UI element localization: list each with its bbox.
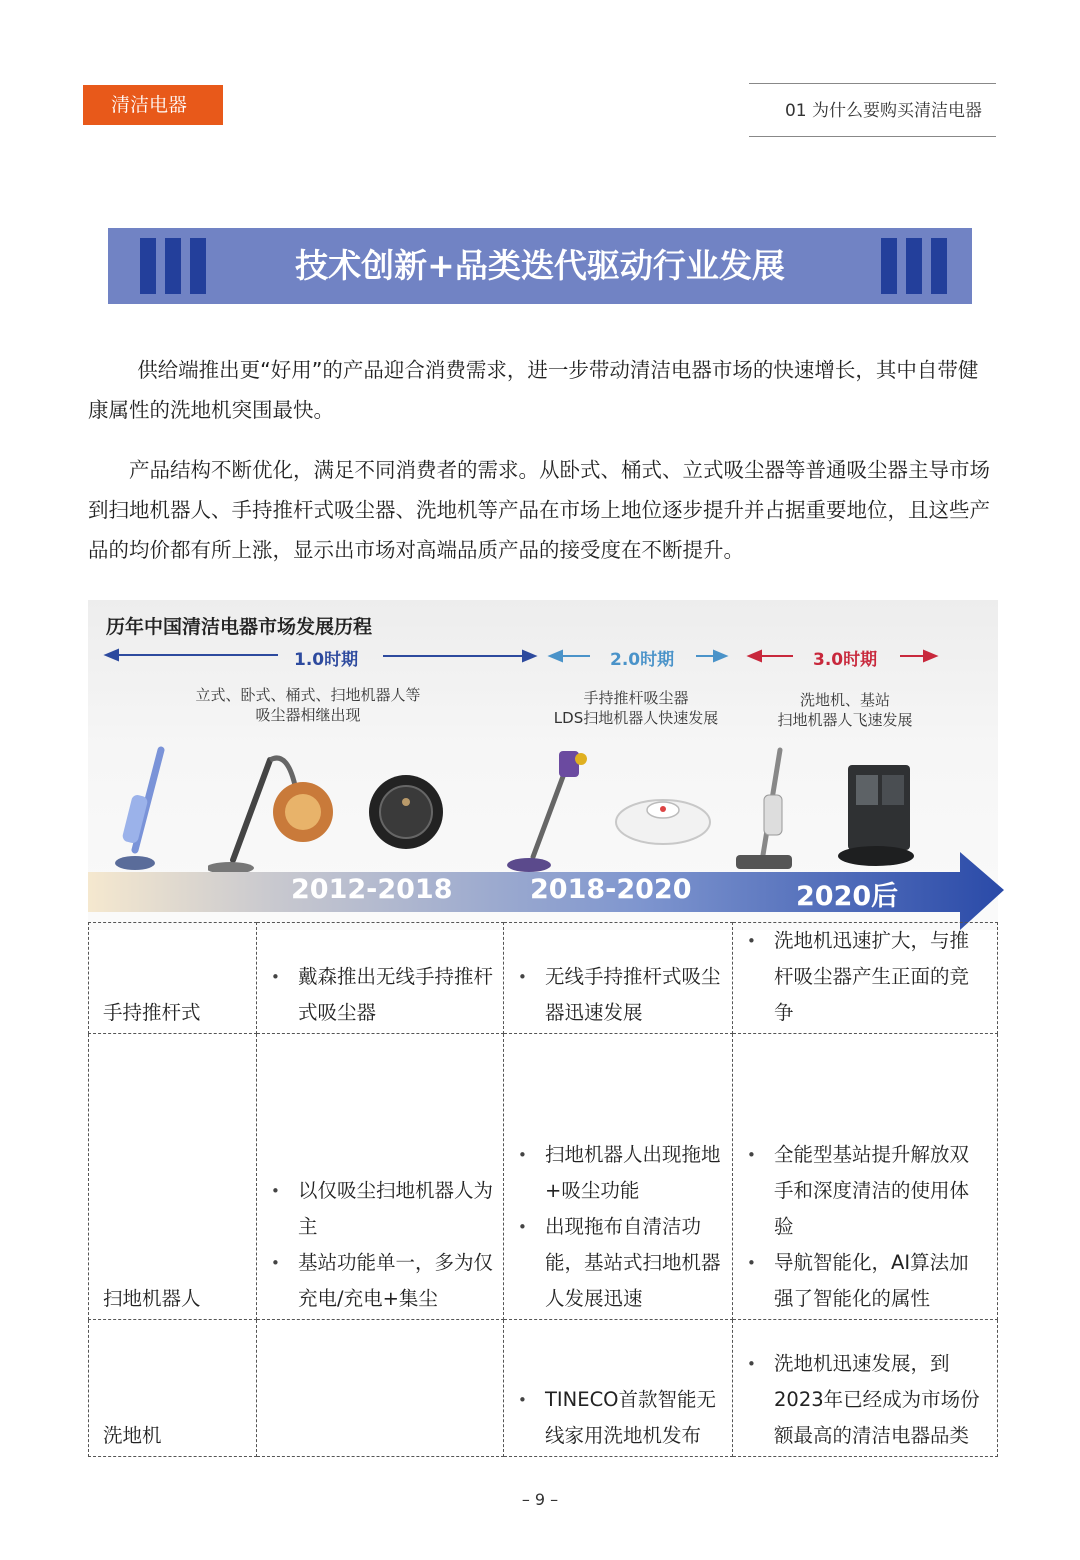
period-label: 1.0时期 <box>294 650 359 670</box>
list-item: • 以仅吸尘扫地机器人为主 <box>271 1173 493 1245</box>
description-line: 手持推杆吸尘器 <box>583 689 689 707</box>
list-item: • 戴森推出无线手持推杆式吸尘器 <box>271 959 493 1031</box>
table-cell <box>733 1034 998 1320</box>
period-description <box>540 688 732 728</box>
description-line: 立式、卧式、桶式、扫地机器人等 <box>195 686 421 704</box>
year-label: 2018-2020 <box>530 874 692 905</box>
list-item: • 无线手持推杆式吸尘器迅速发展 <box>518 959 722 1031</box>
year-label: 2012-2018 <box>291 874 453 905</box>
page-number: – 9 – <box>521 1490 559 1509</box>
period-label: 2.0时期 <box>610 650 675 670</box>
description-line: 吸尘器相继出现 <box>255 706 361 724</box>
table-cell <box>257 1320 504 1457</box>
table-cell <box>504 1320 733 1457</box>
row-category: 扫地机器人 <box>89 1034 257 1320</box>
table-row <box>89 1034 998 1320</box>
table-row <box>89 1320 998 1457</box>
row-category: 手持推杆式 <box>89 923 257 1034</box>
category-tag: 清洁电器 <box>83 85 223 125</box>
robot-vacuum-image <box>366 772 446 852</box>
banner-title: 技术创新+品类迭代驱动行业发展 <box>295 246 785 285</box>
paragraph: 供给端推出更“好用”的产品迎合消费需求，进一步带动清洁电器市场的快速增长，其中自带健康属性的洗地机突围最快。 <box>88 358 979 422</box>
table-cell <box>733 923 998 1034</box>
description-line: 洗地机、基站 <box>799 691 890 709</box>
list-item: • 洗地机迅速发展，到2023年已经成为市场份额最高的清洁电器品类 <box>747 1346 987 1454</box>
period-description <box>182 685 434 725</box>
category-comparison-table <box>88 922 998 1457</box>
lds-robot-vacuum-image <box>613 788 713 848</box>
description-line: LDS扫地机器人快速发展 <box>553 709 719 727</box>
table-cell <box>257 1034 504 1320</box>
list-item: • 出现拖布自清洁功能，基站式扫地机器人发展迅速 <box>518 1209 722 1317</box>
section-banner <box>108 228 972 304</box>
list-item: • 导航智能化，AI算法加强了智能化的属性 <box>747 1245 987 1317</box>
list-item: • 全能型基站提升解放双手和深度清洁的使用体验 <box>747 1137 987 1245</box>
paragraph: 产品结构不断优化，满足不同消费者的需求。从卧式、桶式、立式吸尘器等普通吸尘器主导市场到扫地机器人、手持推杆式吸尘器、洗地机等产品在市场上地位逐步提升并占据重要地位，且这些产品的均价都有所上涨，显示出市场对高端品质产品的接受度在不断提升。 <box>88 458 990 562</box>
list-item: • 洗地机迅速扩大，与推杆吸尘器产生正面的竞争 <box>747 923 987 1031</box>
timeline-graphic <box>88 600 998 930</box>
timeline-title: 历年中国清洁电器市场发展历程 <box>106 616 373 638</box>
list-item: • 扫地机器人出现拖地+吸尘功能 <box>518 1137 722 1209</box>
table-cell <box>504 923 733 1034</box>
table-cell <box>504 1034 733 1320</box>
table-cell <box>257 923 504 1034</box>
list-item: • TINECO首款智能无线家用洗地机发布 <box>518 1382 722 1454</box>
list-item: • 基站功能单一，多为仅充电/充电+集尘 <box>271 1245 493 1317</box>
row-category: 洗地机 <box>89 1320 257 1457</box>
period-description <box>760 690 930 730</box>
year-label: 2020后 <box>796 881 899 912</box>
table-row <box>89 923 998 1034</box>
section-title: 01 为什么要购买清洁电器 <box>749 83 996 137</box>
description-line: 扫地机器人飞速发展 <box>777 711 913 729</box>
period-label: 3.0时期 <box>813 650 878 670</box>
table-cell <box>733 1320 998 1457</box>
